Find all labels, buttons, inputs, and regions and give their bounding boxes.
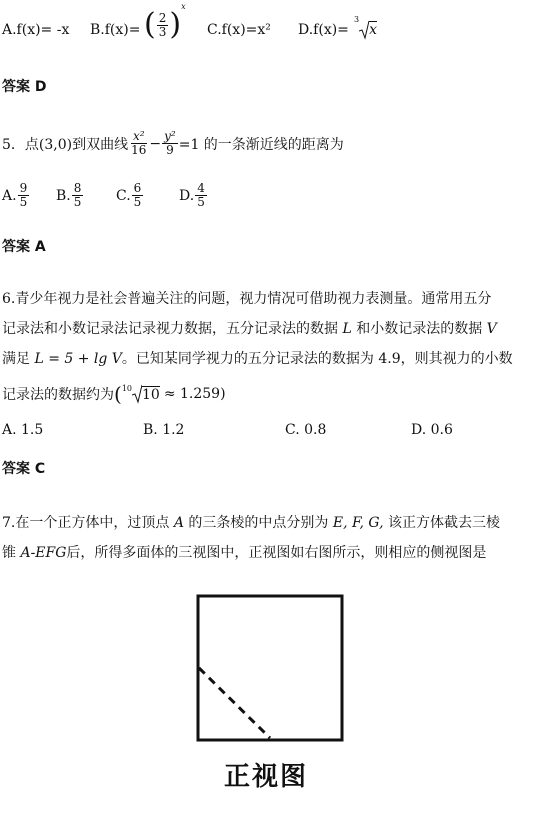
q5-option-label: D. [179,187,195,204]
q5-frac1-den: 16 [131,143,147,157]
q5-stem-suffix: =1 的一条渐近线的距离为 [178,136,344,153]
q6-line3-a: 满足 [2,351,30,367]
q4-option-b-expr [144,2,186,42]
q7-points-efg: E, F, G, [332,515,384,531]
q4-option-b-prefix: B.f(x)= [90,22,141,38]
q5-frac2-num: y² [164,129,176,143]
q6-line3-b: 。已知某同学视力的五分记录法的数据为 4.9，则其视力的小数 [121,351,513,367]
q5-option-num: 8 [73,181,82,195]
q5-option-label: C. [116,187,131,204]
q7-line2-a: 锥 [2,545,16,561]
q4-b-exp: x [181,2,186,12]
q5-option-b [56,182,84,209]
q7-line1 [2,512,500,532]
left-paren-glyph: ( [144,7,156,42]
q6-line3 [2,348,513,368]
q4-option-d-prefix: D.f(x)= [298,22,349,38]
q4-option-c: C.f(x)=x² [207,22,271,38]
q7-line1-c: 该正方体截去三棱 [388,515,500,531]
q7-vertex-a: A [173,515,184,531]
q6-line1: 6.青少年视力是社会普遍关注的问题，视力情况可借助视力表测量。通常用五分 [2,291,492,307]
q5-option-den: 5 [73,195,82,209]
q6-root-radicand: 10 [142,386,160,403]
q7-line2 [2,542,486,562]
q7-pyramid-aefg: A-EFG [20,545,67,561]
q6-formula: L = 5 + lg V [34,351,122,367]
q5-stem-prefix: 5．点(3,0)到双曲线 [2,136,129,153]
q5-option-den: 5 [133,195,142,209]
q5-answer: 答案 A [2,239,46,255]
q4-option-d-root [354,14,377,40]
q5-option-a [2,182,30,209]
q5-option-num: 6 [133,181,142,195]
q5-option-c [116,182,144,209]
q7-line2-b: 后，所得多面体的三视图中，正视图如右图所示，则相应的侧视图是 [66,545,487,561]
q7-line1-a: 7.在一个正方体中，过顶点 [2,515,170,531]
q6-option-b: B. 1.2 [143,422,185,438]
q6-approx: ≈ 1.259) [163,386,226,402]
q5-option-label: A. [2,187,17,204]
front-view-figure [190,590,350,750]
front-view-square [198,596,342,740]
q6-line2 [2,318,497,338]
q4-d-index: 3 [354,14,360,24]
radical-sign-icon [359,20,369,40]
q5-frac2-den: 9 [166,143,174,157]
q6-line4-a: 记录法的数据约为 [2,387,114,403]
q7-line1-b: 的三条棱的中点分别为 [188,515,329,531]
q6-option-a: A. 1.5 [2,422,44,438]
q5-option-den: 5 [197,195,205,209]
q6-line2-b: 和小数记录法的数据 [356,321,483,337]
q4-b-den: 3 [158,24,167,39]
q5-option-d [179,182,208,209]
q5-option-num: 4 [197,181,205,195]
q6-root-index: 10 [121,383,132,393]
q6-line4 [2,382,226,406]
q6-option-d: D. 0.6 [411,422,453,438]
right-paren-glyph: ) [169,7,182,42]
q6-var-l: L [342,321,352,337]
q5-minus: − [149,135,162,152]
q4-answer: 答案 D [2,79,47,95]
q5-stem [2,130,344,157]
q6-option-c: C. 0.8 [285,422,327,438]
q6-line2-a: 记录法和小数记录法记录视力数据，五分记录法的数据 [2,321,338,337]
q6-answer: 答案 C [2,461,46,477]
q6-open-paren: ( [114,382,122,406]
q6-var-v: V [486,321,497,337]
q5-frac1-num: x² [132,129,145,143]
q5-option-label: B. [56,187,71,204]
front-view-dashed-edge [199,668,270,738]
q4-b-num: 2 [158,10,167,25]
q5-option-num: 9 [19,181,28,195]
q5-option-den: 5 [19,195,28,209]
q4-option-a: A.f(x)= -x [2,22,70,38]
figure-caption: 正视图 [224,762,309,792]
radical-sign-icon [132,384,142,404]
q4-d-radicand: x [369,22,377,38]
